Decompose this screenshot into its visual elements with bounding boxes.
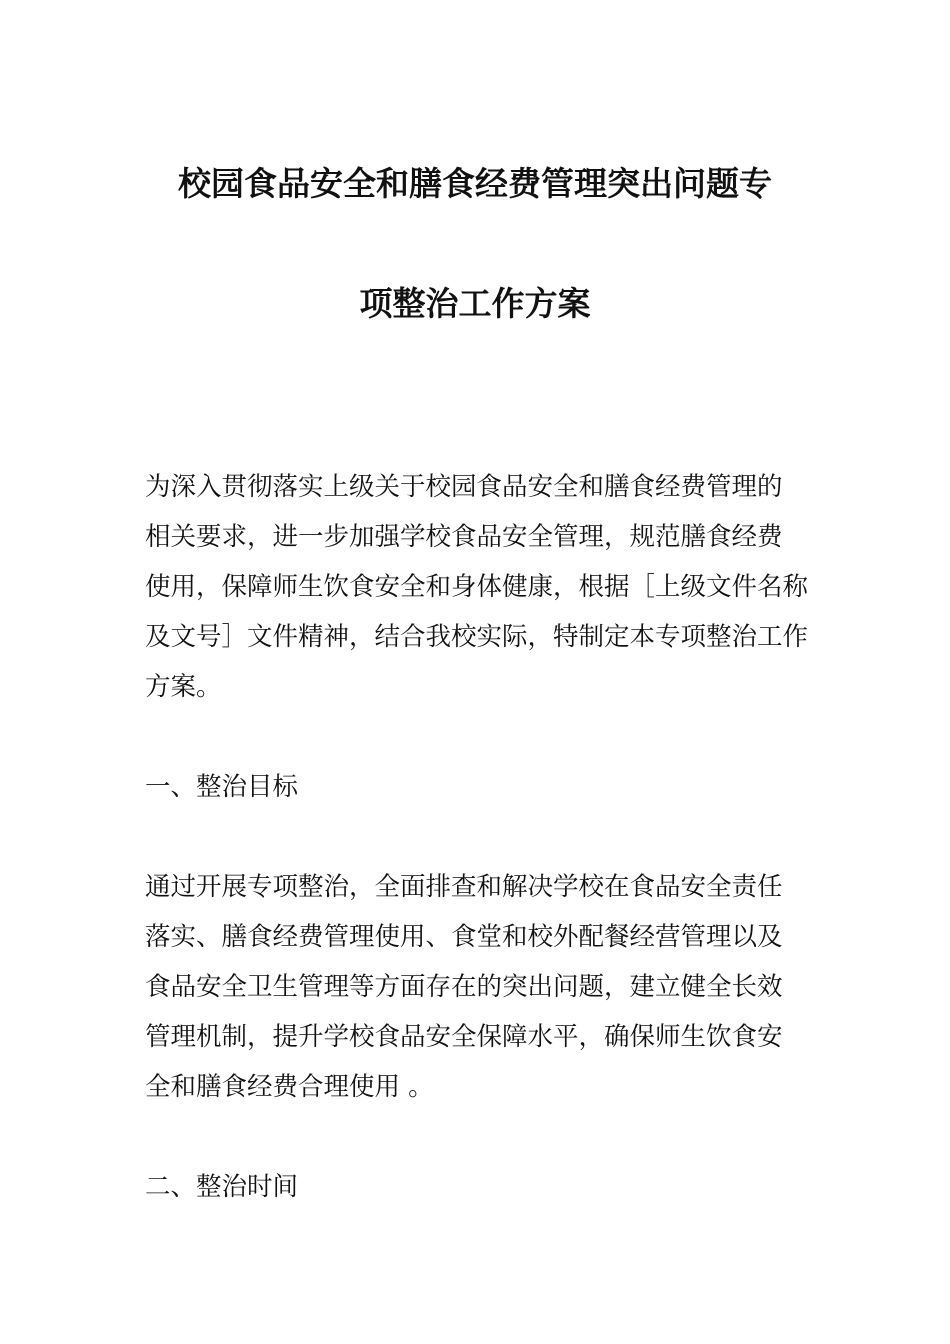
intro-line: 使用，保障师生饮食安全和身体健康，根据［上级文件名称: [145, 572, 809, 602]
section-heading-time: [145, 1162, 817, 1212]
document-title-line-2: 项整治工作方案: [359, 284, 591, 323]
goal-line: 食品安全卫生管理等方面存在的突出问题，建立健全长效: [145, 972, 783, 1002]
goal-paragraph: [145, 862, 817, 1112]
goal-line: 全和膳食经费合理使用 。: [145, 1072, 434, 1102]
section-heading-goal: [145, 762, 817, 812]
intro-paragraph: [145, 462, 817, 712]
intro-line: 相关要求，进一步加强学校食品安全管理，规范膳食经费: [145, 522, 783, 552]
intro-line: 为深入贯彻落实上级关于校园食品安全和膳食经费管理的: [145, 472, 783, 502]
intro-line: 方案。: [145, 672, 222, 702]
intro-line: 及文号］文件精神，结合我校实际，特制定本专项整治工作: [145, 622, 809, 652]
goal-line: 管理机制，提升学校食品安全保障水平，确保师生饮食安: [145, 1022, 783, 1052]
goal-line: 通过开展专项整治，全面排查和解决学校在食品安全责任: [145, 872, 783, 902]
document-title-line-1: 校园食品安全和膳食经费管理突出问题专: [178, 164, 772, 203]
section-heading-text: 二、整治时间: [145, 1172, 299, 1202]
section-heading-text: 一、整治目标: [145, 772, 299, 802]
goal-line: 落实、膳食经费管理使用、食堂和校外配餐经营管理以及: [145, 922, 783, 952]
